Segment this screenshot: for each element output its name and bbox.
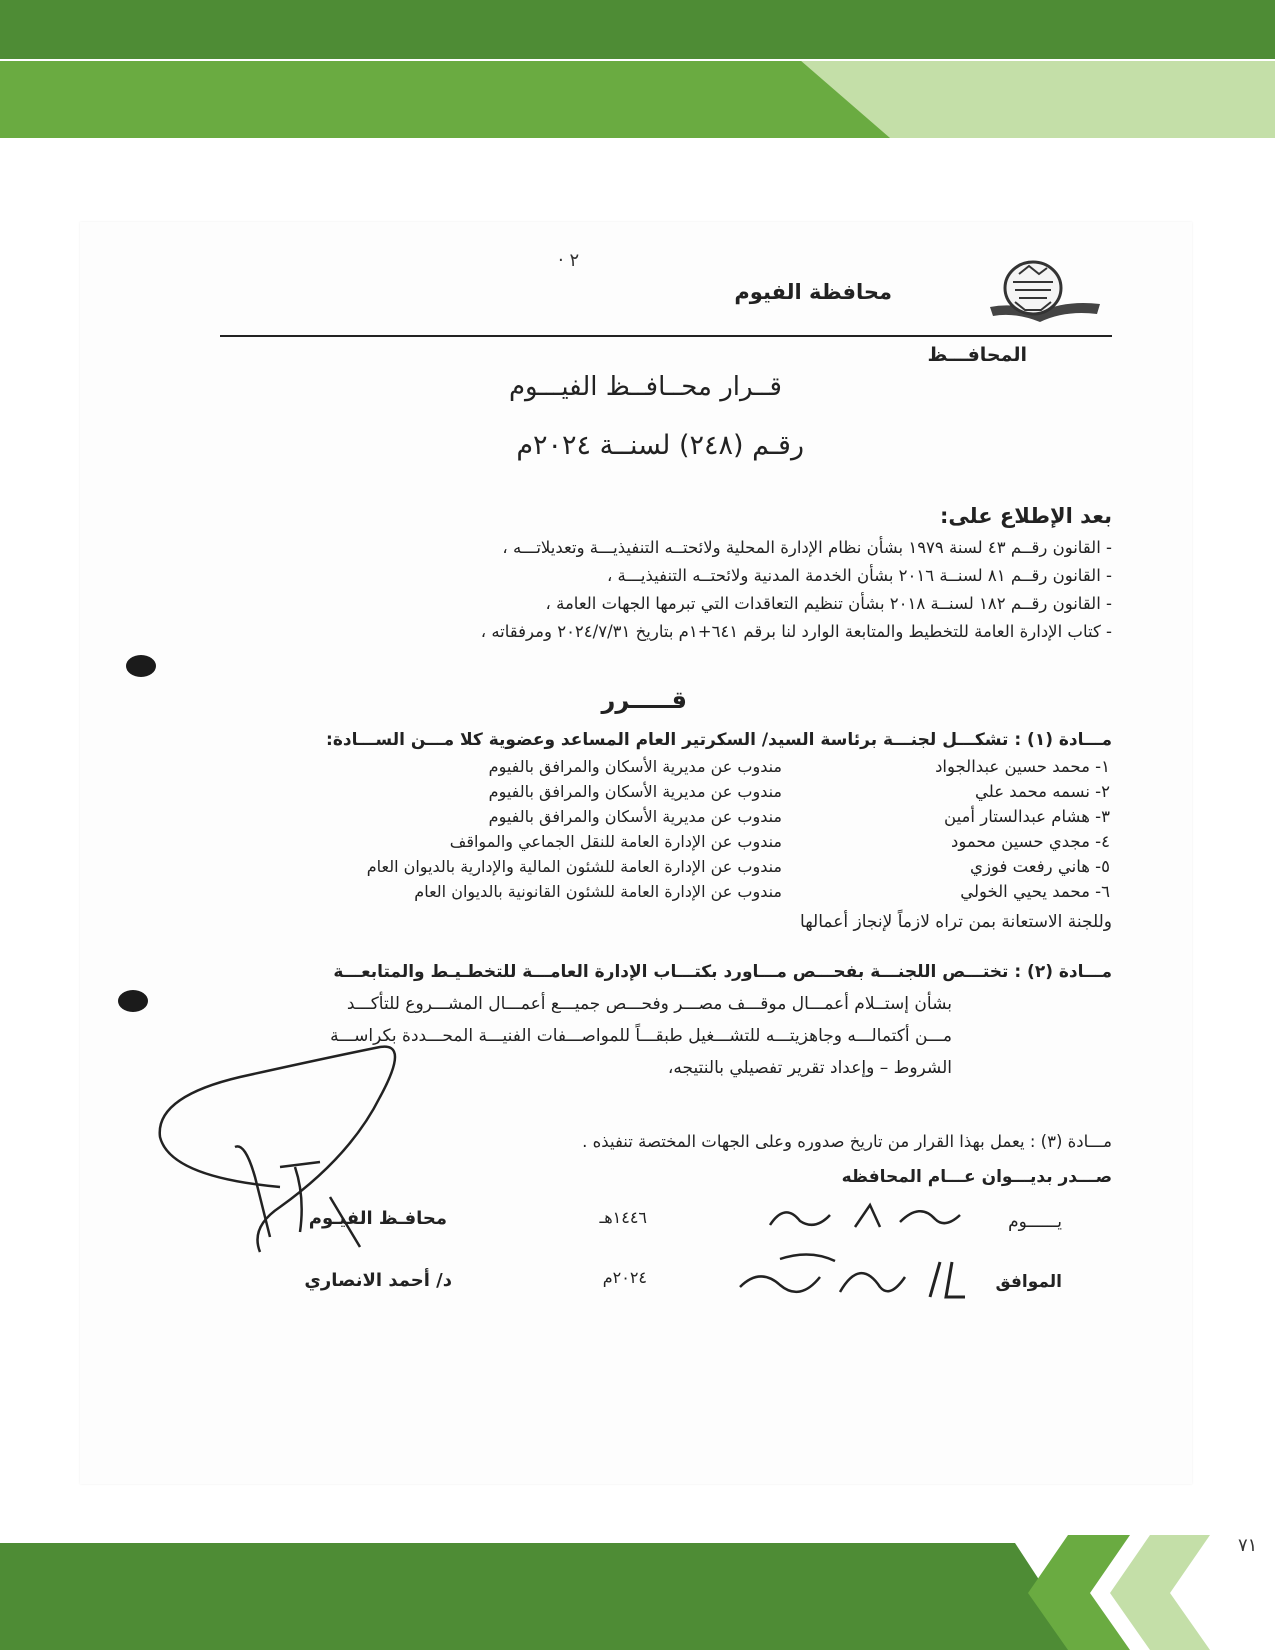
punch-hole xyxy=(118,990,148,1012)
member-role: مندوب عن مديرية الأسكان والمرافق بالفيوم xyxy=(488,807,782,826)
article-3: مـــادة (٣) : يعمل بهذا القرار من تاريخ صدوره وعلى الجهات المختصة تنفيذه . xyxy=(582,1132,1112,1151)
preamble-item: - القانون رقــم ١٨٢ لسنــة ٢٠١٨ بشأن تنظيم التعاقدات التي تبرمها الجهات العامة ، xyxy=(545,594,1112,613)
article-2-heading: مـــادة (٢) : تختـــص اللجنـــة بفحـــص مـــاورد بكتـــاب الإدارة العامـــة للتخطـيـط والمتابعـــة xyxy=(333,962,1112,982)
governorate-name: محافظة الفيوم xyxy=(734,280,892,304)
member-role: مندوب عن مديرية الأسكان والمرافق بالفيوم xyxy=(488,782,782,801)
article-2-line: بشأن إستــلام أعمـــال موقـــف مصـــر وفحـــص جميـــع أعمـــال المشـــروع للتأكـــد xyxy=(346,994,952,1014)
handwritten-mark: · ٢ xyxy=(558,250,580,271)
member-name: ٣- هشام عبدالستار أمين xyxy=(944,807,1110,826)
member-role: مندوب عن مديرية الأسكان والمرافق بالفيوم xyxy=(488,757,782,776)
article-2-line: مـــن أكتمالـــه وجاهزيتـــه للتشـــغيل طبقـــاً للمواصـــفات الفنيـــة المحـــددة بكراســـة xyxy=(330,1026,952,1046)
article-1-heading: مـــادة (١) : تشكـــل لجنـــة برئاسة السيد/ السكرتير العام المساعد وعضوية كلا مـــن الســـادة: xyxy=(326,730,1112,750)
member-role: مندوب عن الإدارة العامة للشئون المالية والإدارية بالديوان العام xyxy=(366,857,782,876)
decree-document xyxy=(80,222,1192,1484)
preamble-item: - القانون رقــم ٤٣ لسنة ١٩٧٩ بشأن نظام الإدارة المحلية ولائحتــه التنفيذيـــة وتعديلاتـــه ، xyxy=(502,538,1112,557)
page-number: ٧١ xyxy=(1238,1535,1258,1556)
top-green-banner xyxy=(0,0,1275,140)
decision-number: رقـم (٢٤٨) لسنــة ٢٠٢٤م xyxy=(516,430,804,461)
article-2-line: الشروط – وإعداد تقرير تفصيلي بالنتيجه، xyxy=(667,1058,952,1078)
issued-at: صـــدر بديـــوان عـــام المحافظه xyxy=(841,1167,1112,1187)
committee-extra-note: وللجنة الاستعانة بمن تراه لازماً لإنجاز أعمالها xyxy=(800,912,1112,932)
member-name: ٦- محمد يحيي الخولي xyxy=(960,882,1110,901)
member-name: ٢- نسمه محمد علي xyxy=(974,782,1110,801)
signatory-name: د/ أحمد الانصاري xyxy=(304,1270,452,1291)
signature-icon xyxy=(130,1037,430,1277)
handwritten-day-icon xyxy=(760,1197,970,1237)
fayoum-governorate-emblem-icon xyxy=(985,252,1105,332)
hijri-year: ١٤٤٦هـ xyxy=(599,1208,647,1227)
member-name: ٤- مجدي حسين محمود xyxy=(951,832,1110,851)
signatory-title: محافـظ الفيـوم xyxy=(308,1208,447,1229)
governor-label: المحافـــظ xyxy=(927,344,1027,366)
header-rule xyxy=(220,335,1112,337)
handwritten-date-icon xyxy=(720,1247,970,1307)
member-role: مندوب عن الإدارة العامة للشئون القانونية بالديوان العام xyxy=(414,882,782,901)
member-role: مندوب عن الإدارة العامة للنقل الجماعي والمواقف xyxy=(449,832,782,851)
gregorian-year: ٢٠٢٤م xyxy=(602,1268,647,1287)
member-name: ١- محمد حسين عبدالجواد xyxy=(935,757,1110,776)
preamble-heading: بعد الإطلاع على: xyxy=(940,504,1112,528)
preamble-item: - القانون رقــم ٨١ لسنــة ٢٠١٦ بشأن الخدمة المدنية ولائحتــه التنفيذيـــة ، xyxy=(606,566,1112,585)
member-name: ٥- هاني رفعت فوزي xyxy=(970,857,1110,876)
bottom-green-banner xyxy=(0,1535,1275,1650)
day-label: يــــــوم xyxy=(1008,1212,1062,1232)
agreed-label: الموافق xyxy=(995,1272,1062,1292)
preamble-item: - كتاب الإدارة العامة للتخطيط والمتابعة الوارد لنا برقم ٦٤١+١م بتاريخ ٢٠٢٤/٧/٣١ ومرفقاته ، xyxy=(480,622,1112,641)
decision-title: قــرار محــافــظ الفيـــوم xyxy=(508,372,782,402)
punch-hole xyxy=(126,655,156,677)
decided-heading: قـــــرر xyxy=(601,686,687,714)
